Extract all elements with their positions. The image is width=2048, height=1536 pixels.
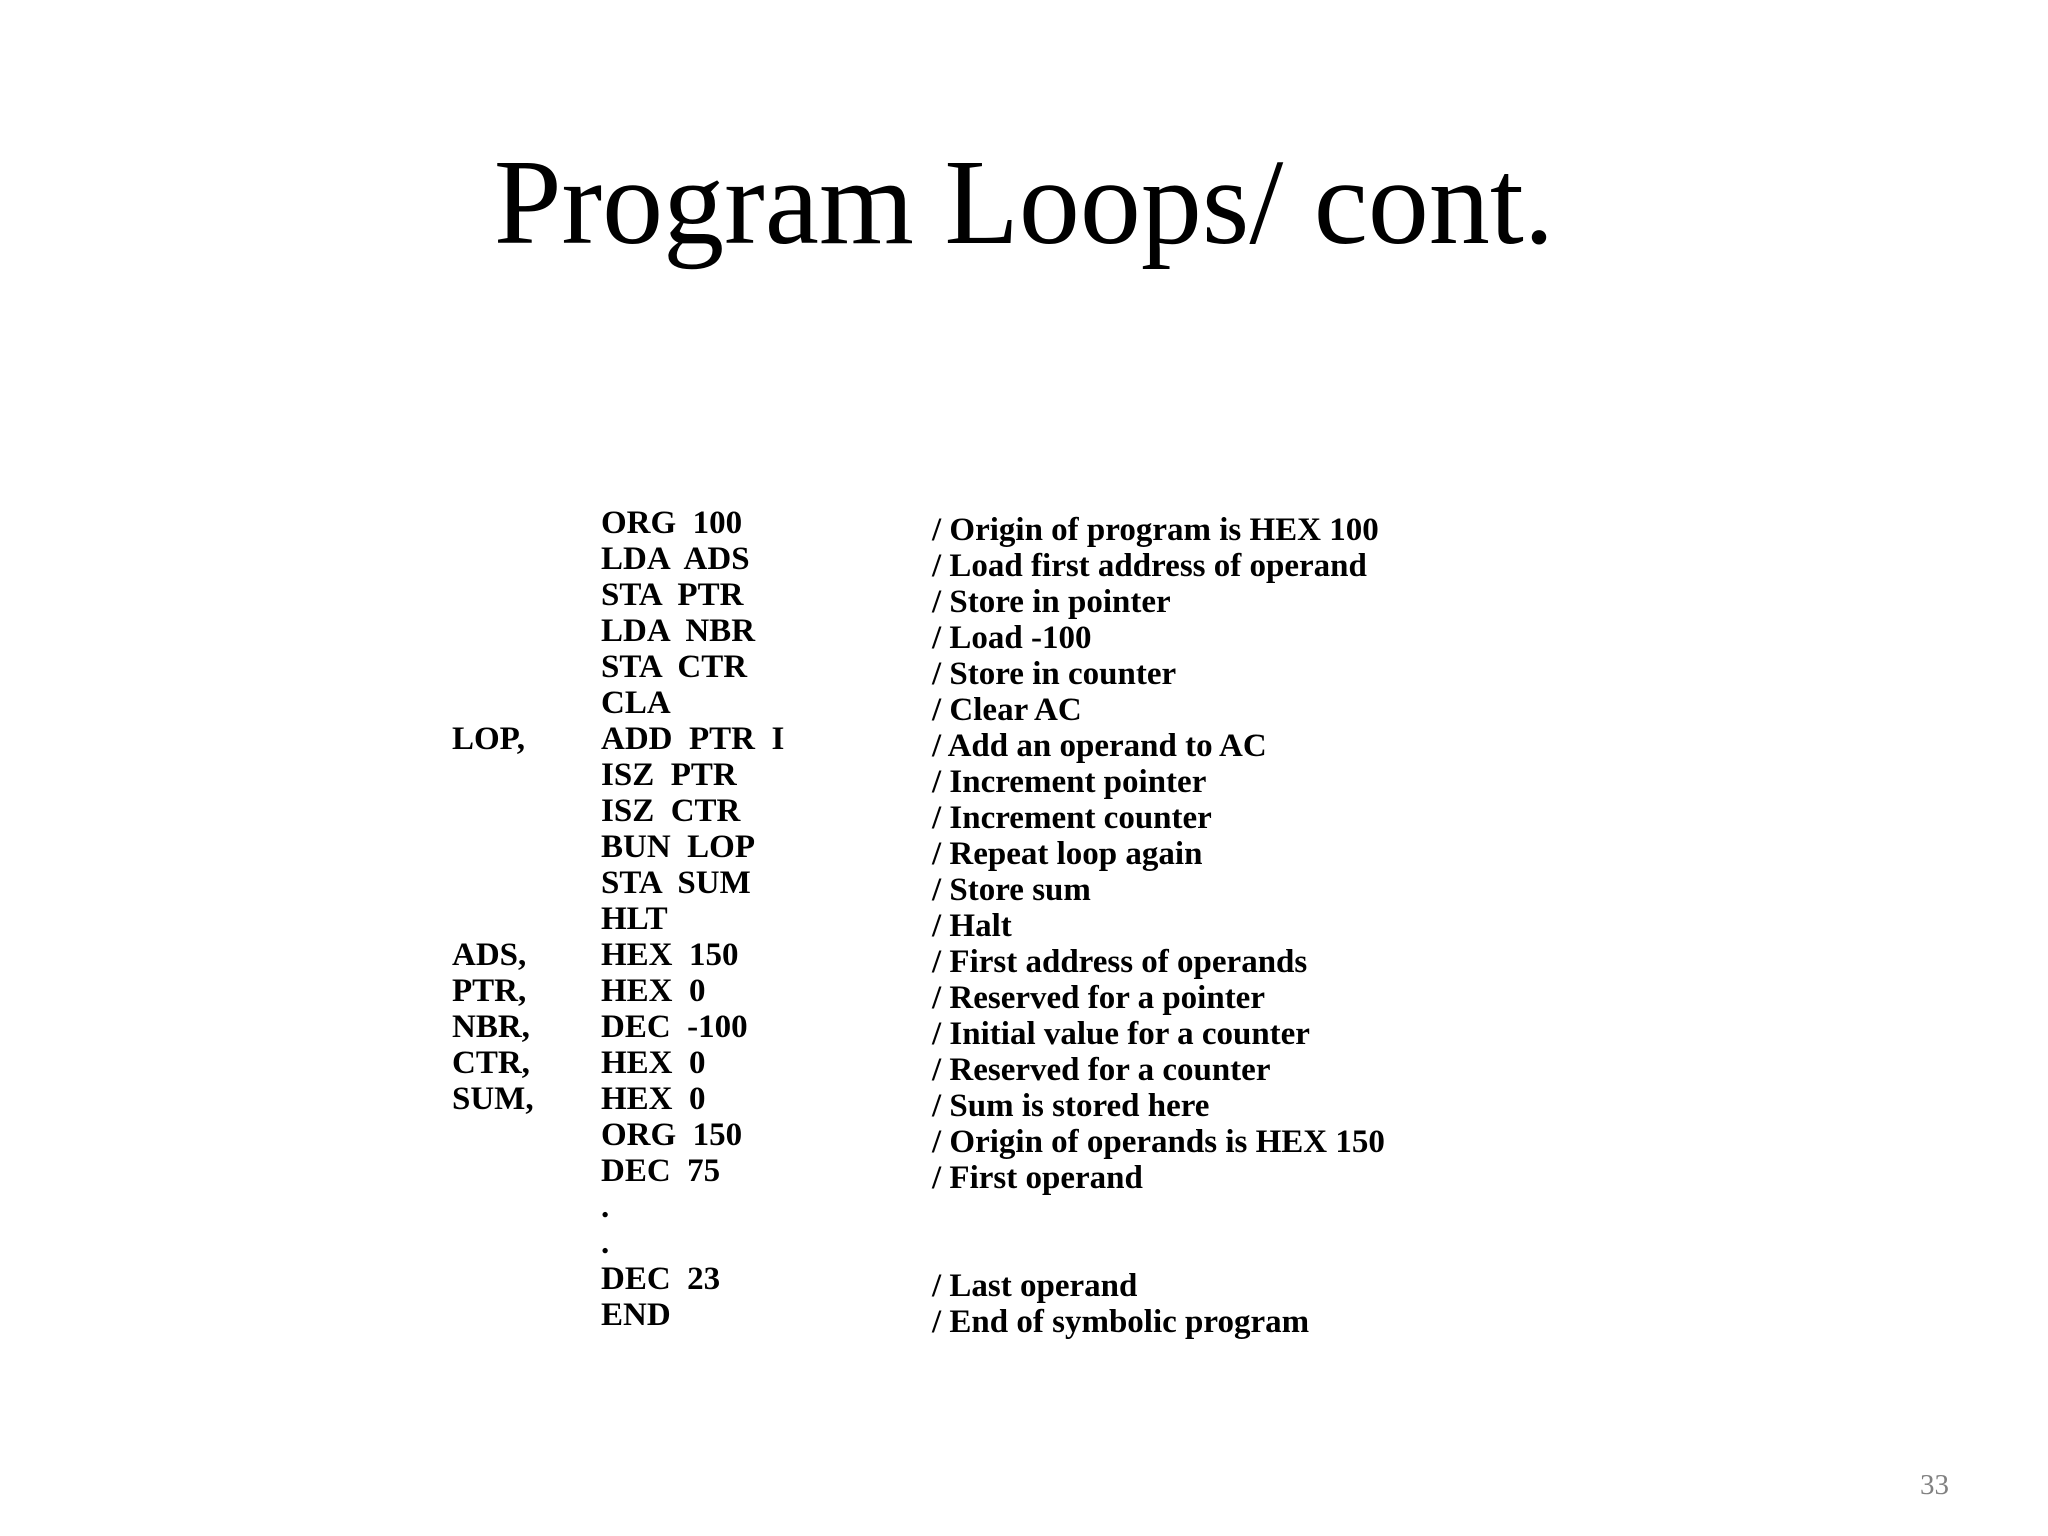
line-instruction: CLA — [601, 685, 671, 721]
page-number: 33 — [1920, 1469, 1949, 1501]
line-comment: / Sum is stored here — [932, 1088, 1210, 1124]
line-instruction: ISZ CTR — [601, 793, 741, 829]
line-label: SUM, — [452, 1081, 534, 1117]
line-comment: / Store sum — [932, 872, 1091, 908]
program-line — [0, 685, 2048, 728]
program-line — [0, 973, 2048, 1016]
program-line — [0, 793, 2048, 836]
line-comment: / End of symbolic program — [932, 1304, 1310, 1340]
line-instruction: HEX 0 — [601, 1081, 706, 1117]
program-line — [0, 1045, 2048, 1088]
line-comment: / Add an operand to AC — [932, 728, 1267, 764]
program-line — [0, 901, 2048, 944]
line-instruction: DEC -100 — [601, 1009, 748, 1045]
line-instruction: DEC 23 — [601, 1261, 721, 1297]
program-line — [0, 1261, 2048, 1304]
line-comment: / Load first address of operand — [932, 548, 1367, 584]
line-instruction: END — [601, 1297, 671, 1333]
program-line — [0, 937, 2048, 980]
program-line — [0, 757, 2048, 800]
program-line — [0, 649, 2048, 692]
program-line — [0, 505, 2048, 548]
line-comment: / Initial value for a counter — [932, 1016, 1310, 1052]
line-instruction: HLT — [601, 901, 668, 937]
line-comment: / Reserved for a counter — [932, 1052, 1271, 1088]
line-instruction: HEX 0 — [601, 1045, 706, 1081]
line-comment: / Clear AC — [932, 692, 1082, 728]
line-comment: / Store in counter — [932, 656, 1177, 692]
line-label: ADS, — [452, 937, 527, 973]
program-line — [0, 613, 2048, 656]
line-comment: / Load -100 — [932, 620, 1092, 656]
line-comment: / First operand — [932, 1160, 1143, 1196]
line-label: NBR, — [452, 1009, 530, 1045]
line-instruction: LDA NBR — [601, 613, 756, 649]
line-label: CTR, — [452, 1045, 530, 1081]
program-line — [0, 1297, 2048, 1340]
line-comment: / Increment pointer — [932, 764, 1207, 800]
program-line — [0, 865, 2048, 908]
line-comment: / Reserved for a pointer — [932, 980, 1265, 1016]
assembly-program-listing — [0, 505, 2048, 1340]
line-comment: / Origin of program is HEX 100 — [932, 512, 1379, 548]
line-instruction: STA CTR — [601, 649, 748, 685]
program-line — [0, 541, 2048, 584]
line-instruction: ORG 150 — [601, 1117, 743, 1153]
line-instruction: HEX 150 — [601, 937, 739, 973]
line-instruction: . — [601, 1189, 610, 1225]
line-instruction: HEX 0 — [601, 973, 706, 1009]
line-comment: / First address of operands — [932, 944, 1308, 980]
line-instruction: ORG 100 — [601, 505, 743, 541]
line-instruction: ISZ PTR — [601, 757, 737, 793]
program-line — [0, 721, 2048, 764]
program-line — [0, 829, 2048, 872]
line-label: LOP, — [452, 721, 526, 757]
line-comment: / Origin of operands is HEX 150 — [932, 1124, 1385, 1160]
line-instruction: DEC 75 — [601, 1153, 721, 1189]
line-label: PTR, — [452, 973, 527, 1009]
program-line — [0, 577, 2048, 620]
program-line — [0, 1081, 2048, 1124]
line-instruction: LDA ADS — [601, 541, 750, 577]
line-instruction: . — [601, 1225, 610, 1261]
program-line — [0, 1225, 2048, 1261]
program-line — [0, 1117, 2048, 1160]
line-comment: / Last operand — [932, 1268, 1138, 1304]
line-instruction: BUN LOP — [601, 829, 756, 865]
program-line — [0, 1189, 2048, 1225]
line-comment: / Increment counter — [932, 800, 1212, 836]
program-line — [0, 1153, 2048, 1196]
program-line — [0, 1009, 2048, 1052]
line-comment: / Halt — [932, 908, 1012, 944]
line-comment: / Repeat loop again — [932, 836, 1203, 872]
line-comment: / Store in pointer — [932, 584, 1171, 620]
line-instruction: STA SUM — [601, 865, 751, 901]
line-instruction: ADD PTR I — [601, 721, 785, 757]
line-instruction: STA PTR — [601, 577, 744, 613]
slide-title: Program Loops/ cont. — [493, 135, 1555, 270]
